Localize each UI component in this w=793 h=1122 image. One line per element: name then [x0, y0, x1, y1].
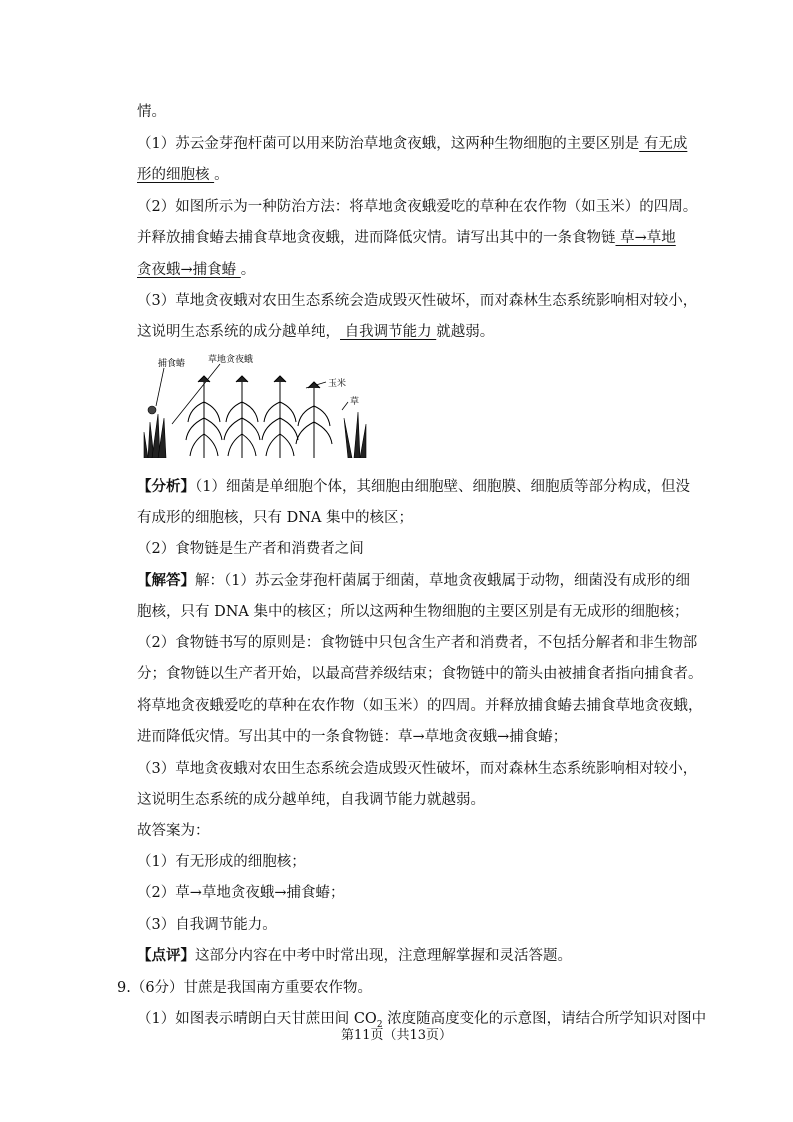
- text-line: （2）食物链书写的原则是：食物链中只包含生产者和消费者，不包括分解者和非生物部: [137, 635, 698, 651]
- question-9-title: 9.（6分）甘蔗是我国南方重要农作物。: [117, 980, 373, 996]
- label-corn: 玉米: [328, 379, 347, 389]
- text-line: 分；食物链以生产者开始，以最高营养级结束；食物链中的箭头由被捕食者指向捕食者。: [137, 666, 703, 682]
- label-moth: 草地贪夜蛾: [208, 355, 254, 365]
- page-footer: 第11页（共13页）: [340, 1028, 453, 1043]
- text-line: 这说明生态系统的成分越单纯，自我调节能力就越弱。: [137, 792, 485, 808]
- question-text: （1）苏云金芽孢杆菌可以用来防治草地贪夜蛾，这两种生物细胞的主要区别是: [137, 136, 640, 152]
- analysis-text: （1）细菌是单细胞个体，其细胞由细胞壁、细胞膜、细胞质等部分构成，但没: [195, 479, 690, 495]
- text-line: （1）有无形成的细胞核；: [137, 854, 306, 870]
- text-line: （3）草地贪夜蛾对农田生态系统会造成毁灭性破坏，而对森林生态系统影响相对较小，: [137, 293, 698, 309]
- analysis-heading: 【分析】: [137, 478, 195, 495]
- text-line: [137, 135, 687, 153]
- text-line: （3）草地贪夜蛾对农田生态系统会造成毁灭性破坏，而对森林生态系统影响相对较小，: [137, 761, 698, 777]
- text-line: [137, 323, 494, 341]
- comment-heading: 【点评】: [137, 947, 195, 964]
- question-text: 浓度随高度变化的示意图，请结合所学知识对图中: [382, 1011, 707, 1027]
- subscript: 2: [376, 1019, 383, 1030]
- text-line: （2）食物链是生产者和消费者之间: [137, 541, 364, 557]
- text-line: 有成形的细胞核，只有 DNA 集中的核区；: [137, 510, 414, 526]
- text-line: （3）自我调节能力。: [137, 917, 277, 933]
- text-line: 进而降低灾情。写出其中的一条食物链：草→草地贪夜蛾→捕食蝽；: [137, 729, 568, 745]
- answer-blank: 形的细胞核: [137, 167, 215, 183]
- text-line: [137, 166, 229, 184]
- label-predator: 捕食蝽: [158, 359, 186, 369]
- label-grass: 草: [350, 397, 360, 407]
- text-line: 将草地贪夜蛾爱吃的草种在农作物（如玉米）的四周。并释放捕食蝽去捕食草地贪夜蛾，: [137, 698, 703, 714]
- text-line: （2）如图所示为一种防治方法：将草地贪夜蛾爱吃的草种在农作物（如玉米）的四周。: [137, 199, 698, 215]
- punctuation: 。: [240, 262, 256, 278]
- answer-blank: 有无成: [639, 136, 688, 152]
- text-line: （2）草→草地贪夜蛾→捕食蝽；: [137, 885, 345, 901]
- text-line: [137, 572, 690, 590]
- answer-blank: 自我调节能力: [340, 324, 437, 340]
- answer-blank: 贪夜蛾→捕食蝽: [137, 262, 241, 278]
- answer-blank: 草→草地: [615, 230, 676, 246]
- question-text: （1）如图表示晴朗白天甘蔗田间 CO: [137, 1011, 377, 1027]
- text-line: 故答案为：: [137, 823, 210, 839]
- question-text: 并释放捕食蝽去捕食草地贪夜蛾，进而降低灾情。请写出其中的一条食物链: [137, 230, 616, 246]
- text-line: [137, 947, 572, 965]
- text-line: 胞核，只有 DNA 集中的核区；所以这两种生物细胞的主要区别是有无成形的细胞核；: [137, 604, 689, 620]
- answer-text: 解：（1）苏云金芽孢杆菌属于细菌，草地贪夜蛾属于动物，细菌没有成形的细: [195, 573, 690, 589]
- crop-field-figure: [138, 352, 368, 458]
- comment-text: 这部分内容在中考中时常出现，注意理解掌握和灵活答题。: [195, 948, 572, 964]
- text-line: [137, 261, 255, 279]
- text-line: [137, 478, 690, 496]
- question-text: 就越弱。: [436, 324, 495, 340]
- punctuation: 。: [214, 167, 229, 183]
- answer-heading: 【解答】: [137, 572, 195, 589]
- text-line: 情。: [137, 104, 166, 120]
- question-text: 这说明生态系统的成分越单纯，: [137, 324, 340, 340]
- text-line: [137, 229, 676, 247]
